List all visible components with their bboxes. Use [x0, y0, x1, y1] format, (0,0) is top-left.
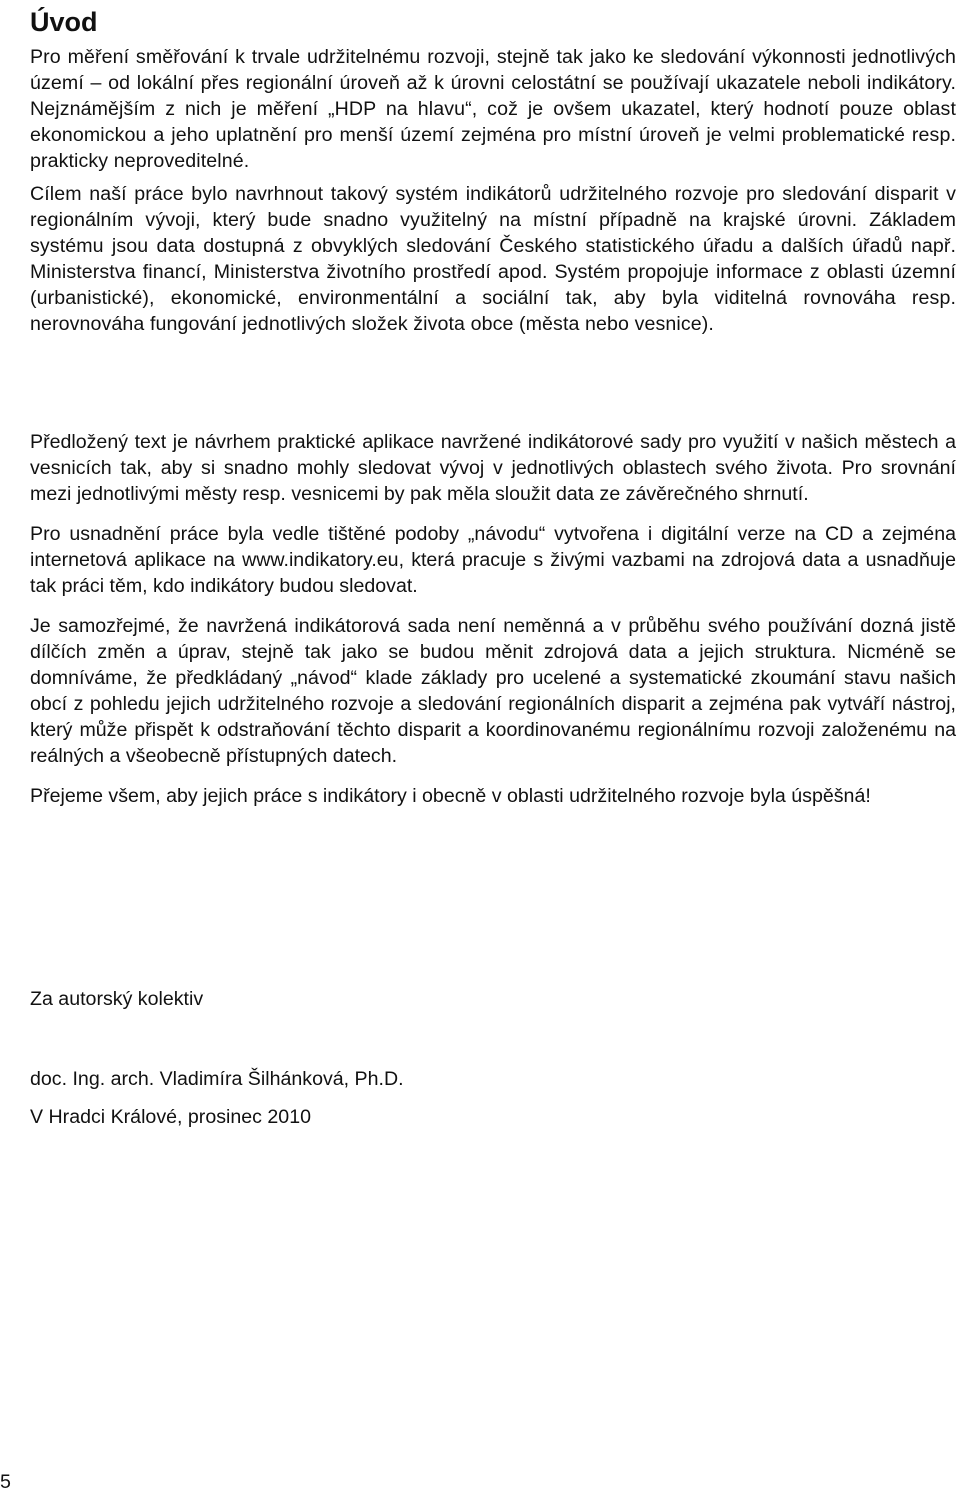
body-section	[30, 429, 956, 809]
document-page	[30, 0, 956, 1499]
intro-paragraph-1: Pro měření směřování k trvale udržitelnému rozvoji, stejně tak jako ke sledování výkonnosti jednotlivých území – od lokální přes regionální úroveň až k úrovni celostátní se používají ukazatele neboli indikátory. Nejznámějším z nich je měření „HDP na hlavu“, což je ovšem ukazatel, který hodnotí pouze oblast ekonomickou a jeho uplatnění pro menší území zejména pro místní úroveň je velmi problematické resp. prakticky neproveditelné.	[30, 46, 956, 172]
author-collective-label: Za autorský kolektiv	[30, 988, 204, 1010]
intro-section	[30, 44, 956, 337]
intro-paragraph-2: Cílem naší práce bylo navrhnout takový systém indikátorů udržitelného rozvoje pro sledování disparit v regionálním vývoji, který bude snadno využitelný na místní případně na krajské úrovni. Základem systému jsou data dostupná z obvyklých sledování Českého statistického úřadu a dalších úřadů např. Ministerstva financí, Ministerstva životního prostředí apod. Systém propojuje informace z oblasti územní (urbanistické), ekonomické, environmentální a sociální tak, aby byla viditelná rovnováha resp. nerovnováha fungování jednotlivých složek života obce (města nebo vesnice).	[30, 183, 956, 335]
page-title: Úvod	[30, 7, 98, 37]
author-name: doc. Ing. arch. Vladimíra Šilhánková, Ph.D.	[30, 1068, 404, 1090]
body-paragraph-2: Pro usnadnění práce byla vedle tištěné podoby „návodu“ vytvořena i digitální verze na CD a zejména internetová aplikace na www.indikatory.eu, která pracuje s živými vazbami na zdrojová data a usnadňuje tak práci těm, kdo indikátory budou sledovat.	[30, 523, 956, 597]
body-paragraph-1: Předložený text je návrhem praktické aplikace navržené indikátorové sady pro využití v našich městech a vesnicích tak, aby si snadno mohly sledovat vývoj v jednotlivých oblastech svého života. Pro srovnání mezi jednotlivými městy resp. vesnicemi by pak měla sloužit data ze závěrečného shrnutí.	[30, 431, 956, 505]
body-paragraph-3: Je samozřejmé, že navržená indikátorová sada není neměnná a v průběhu svého používání dozná jistě dílčích změn a úprav, stejně tak jako se budou měnit zdrojová data a jejich struktura. Nicméně se domníváme, že předkládaný „návod“ klade základy pro ucelené a systematické zkoumání stavu našich obcí z pohledu jejich udržitelného rozvoje a sledování regionálních disparit a zejména pak vytváří nástroj, který může přispět k odstraňování těchto disparit a koordinovanému regionálnímu rozvoji založenému na reálných a všeobecně přístupných datech.	[30, 615, 956, 767]
body-paragraph-4: Přejeme všem, aby jejich práce s indikátory i obecně v oblasti udržitelného rozvoje byla úspěšná!	[30, 785, 871, 807]
page-number: 5	[0, 1471, 11, 1493]
place-and-date: V Hradci Králové, prosinec 2010	[30, 1106, 311, 1128]
